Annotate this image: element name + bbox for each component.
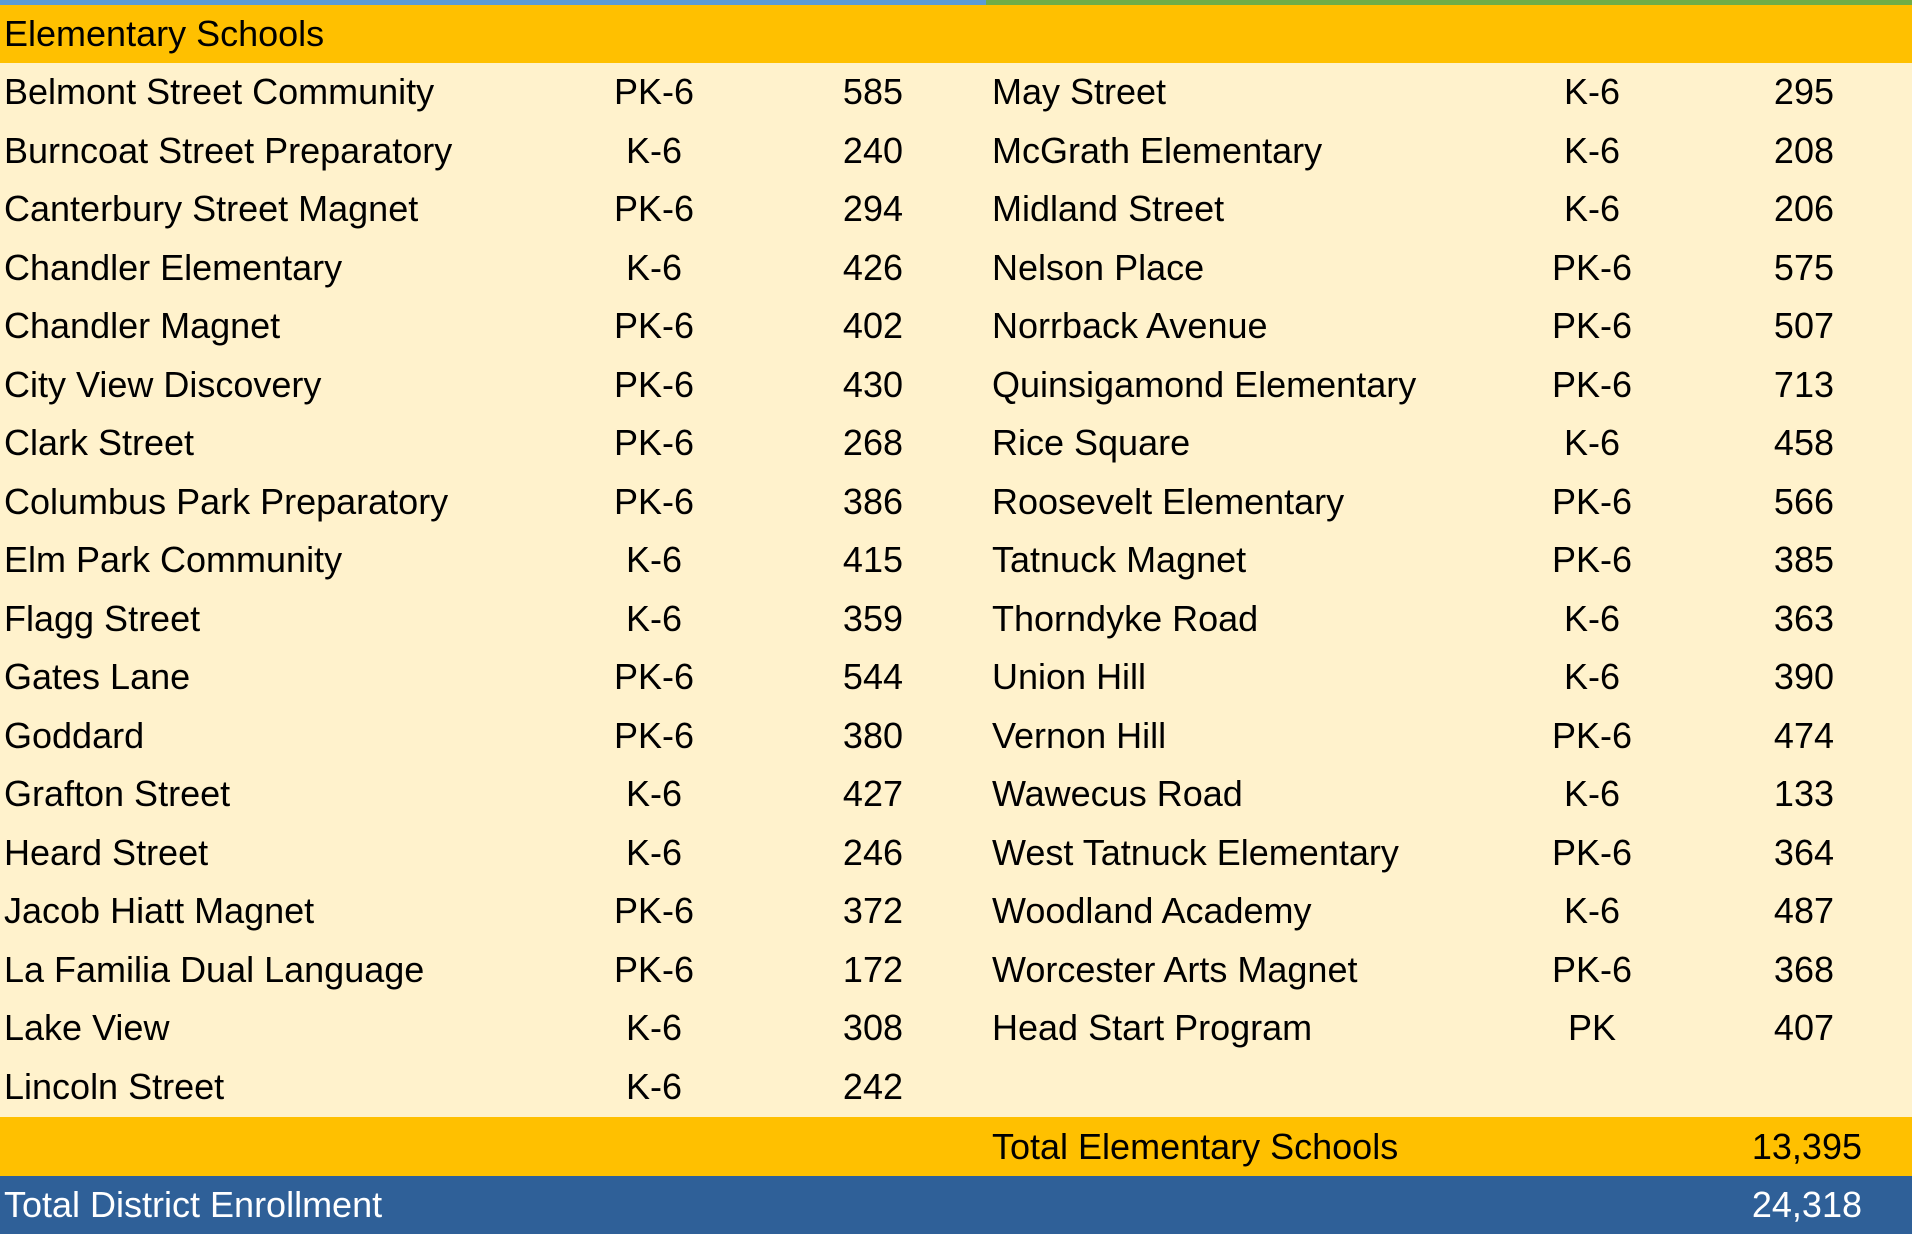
school-name: Belmont Street Community: [4, 71, 435, 112]
grade-span: PK-6: [1551, 363, 1633, 405]
grade-span: PK-6: [1551, 305, 1633, 346]
enrollment-count: 566: [1773, 480, 1834, 522]
table-row: [988, 531, 1912, 590]
school-name: Goddard: [4, 714, 145, 756]
enrollment-count: 206: [1773, 188, 1834, 229]
grade-span: PK-6: [1551, 480, 1633, 522]
grade-span: PK-6: [1551, 714, 1633, 756]
table-row: [0, 648, 986, 707]
enrollment-count: 380: [842, 714, 903, 756]
table-row: [0, 239, 986, 298]
enrollment-count: 386: [842, 480, 903, 522]
section-title: Elementary Schools: [4, 13, 325, 54]
grade-span: PK-6: [613, 890, 695, 931]
enrollment-count: 507: [1773, 305, 1834, 346]
enrollment-count: 585: [842, 71, 903, 112]
grade-span: PK-6: [613, 188, 695, 229]
school-name: Norrback Avenue: [992, 305, 1268, 346]
table-row: [0, 122, 986, 181]
school-name: Canterbury Street Magnet: [4, 188, 419, 229]
school-name: Lincoln Street: [4, 1065, 225, 1107]
enrollment-count: 133: [1773, 773, 1834, 814]
section-header: [0, 5, 1912, 63]
school-name: Chandler Elementary: [4, 246, 343, 288]
table-row: [988, 707, 1912, 766]
school-name: La Familia Dual Language: [4, 948, 425, 990]
grade-span: K-6: [1563, 890, 1621, 931]
table-row: [0, 356, 986, 415]
table-row: [0, 473, 986, 532]
school-name: Rice Square: [992, 422, 1191, 463]
enrollment-count: 458: [1773, 422, 1834, 463]
table-row: [0, 999, 986, 1058]
school-name: Chandler Magnet: [4, 305, 281, 346]
enrollment-count: 208: [1773, 129, 1834, 171]
enrollment-count: 368: [1773, 948, 1834, 990]
school-name: Tatnuck Magnet: [992, 539, 1247, 580]
total-elementary-value: 13,395: [1751, 1126, 1862, 1167]
table-row: [0, 63, 986, 122]
table-row: [0, 707, 986, 766]
table-row: [0, 765, 986, 824]
enrollment-count: 385: [1773, 539, 1834, 580]
grade-span: PK-6: [1551, 831, 1633, 873]
enrollment-count: 390: [1773, 656, 1834, 697]
grade-span: K-6: [625, 1007, 683, 1048]
school-name: Nelson Place: [992, 246, 1205, 288]
school-name: Elm Park Community: [4, 539, 343, 580]
school-name: Clark Street: [4, 422, 195, 463]
enrollment-count: 295: [1773, 71, 1834, 112]
table-row: [0, 590, 986, 649]
total-district-label: Total District Enrollment: [4, 1184, 383, 1225]
grade-span: PK-6: [613, 71, 695, 112]
enrollment-count: 713: [1773, 363, 1834, 405]
grade-span: K-6: [625, 246, 683, 288]
school-name: City View Discovery: [4, 363, 322, 405]
enrollment-count: 364: [1773, 831, 1834, 873]
total-district-value: 24,318: [1751, 1184, 1862, 1225]
school-name: Midland Street: [992, 188, 1225, 229]
grade-span: K-6: [625, 773, 683, 814]
table-row: [988, 414, 1912, 473]
table-row: [988, 356, 1912, 415]
school-name: Roosevelt Elementary: [992, 480, 1345, 522]
school-name: Union Hill: [992, 656, 1147, 697]
table-row: [988, 473, 1912, 532]
table-row: [988, 648, 1912, 707]
enrollment-count: 430: [842, 363, 903, 405]
enrollment-count: 487: [1773, 890, 1834, 931]
enrollment-count: 407: [1773, 1007, 1834, 1048]
enrollment-count: 359: [842, 597, 903, 639]
enrollment-count: 294: [842, 188, 903, 229]
enrollment-count: 268: [842, 422, 903, 463]
grade-span: K-6: [1563, 129, 1621, 171]
grade-span: PK-6: [1551, 246, 1633, 288]
school-name: Heard Street: [4, 831, 209, 873]
table-row: [0, 941, 986, 1000]
school-name: Columbus Park Preparatory: [4, 480, 449, 522]
school-name: Grafton Street: [4, 773, 231, 814]
grade-span: K-6: [625, 597, 683, 639]
grade-span: PK-6: [613, 363, 695, 405]
enrollment-count: 246: [842, 831, 903, 873]
school-name: Jacob Hiatt Magnet: [4, 890, 315, 931]
grade-span: K-6: [1563, 188, 1621, 229]
grade-span: PK: [1567, 1007, 1617, 1048]
table-row: [988, 882, 1912, 941]
table-row: [0, 531, 986, 590]
grade-span: PK-6: [613, 948, 695, 990]
school-name: Head Start Program: [992, 1007, 1313, 1048]
table-row: [0, 414, 986, 473]
school-name: Woodland Academy: [992, 890, 1312, 931]
school-name: Gates Lane: [4, 656, 191, 697]
grade-span: PK-6: [613, 656, 695, 697]
grade-span: K-6: [1563, 597, 1621, 639]
school-name: Lake View: [4, 1007, 170, 1048]
table-row: [988, 63, 1912, 122]
school-name: Wawecus Road: [992, 773, 1243, 814]
grade-span: K-6: [1563, 656, 1621, 697]
school-name: Worcester Arts Magnet: [992, 948, 1358, 990]
table-row: [988, 180, 1912, 239]
school-name: McGrath Elementary: [992, 129, 1323, 171]
grade-span: PK-6: [613, 714, 695, 756]
enrollment-count: 426: [842, 246, 903, 288]
enrollment-count: 172: [842, 948, 903, 990]
table-row: [988, 297, 1912, 356]
enrollment-count: 242: [842, 1065, 903, 1107]
grade-span: K-6: [1563, 71, 1621, 112]
table-row: [988, 824, 1912, 883]
grade-span: K-6: [625, 539, 683, 580]
table-row: [0, 882, 986, 941]
total-district-row: [0, 1176, 1912, 1234]
enrollment-count: 372: [842, 890, 903, 931]
grade-span: PK-6: [613, 480, 695, 522]
school-name: Vernon Hill: [992, 714, 1167, 756]
enrollment-count: 308: [842, 1007, 903, 1048]
table-row: [988, 122, 1912, 181]
table-row: [0, 824, 986, 883]
grade-span: K-6: [625, 129, 683, 171]
grade-span: K-6: [625, 831, 683, 873]
grade-span: PK-6: [1551, 948, 1633, 990]
enrollment-count: 575: [1773, 246, 1834, 288]
enrollment-count: 415: [842, 539, 903, 580]
school-list: [0, 63, 1912, 1117]
grade-span: PK-6: [1551, 539, 1633, 580]
grade-span: K-6: [625, 1065, 683, 1107]
enrollment-count: 427: [842, 773, 903, 814]
school-name: West Tatnuck Elementary: [992, 831, 1399, 873]
school-name: Burncoat Street Preparatory: [4, 129, 453, 171]
school-name: Quinsigamond Elementary: [992, 363, 1417, 405]
table-row: [988, 765, 1912, 824]
enrollment-count: 402: [842, 305, 903, 346]
table-row: [0, 1058, 986, 1117]
table-row: [988, 239, 1912, 298]
table-row: [988, 941, 1912, 1000]
enrollment-count: 544: [842, 656, 903, 697]
grade-span: PK-6: [613, 305, 695, 346]
enrollment-count: 363: [1773, 597, 1834, 639]
school-name: Flagg Street: [4, 597, 201, 639]
total-elementary-label: Total Elementary Schools: [992, 1126, 1399, 1167]
grade-span: K-6: [1563, 422, 1621, 463]
school-name: Thorndyke Road: [992, 597, 1259, 639]
grade-span: PK-6: [613, 422, 695, 463]
table-row: [988, 590, 1912, 649]
grade-span: K-6: [1563, 773, 1621, 814]
school-name: May Street: [992, 71, 1167, 112]
enrollment-count: 474: [1773, 714, 1834, 756]
table-row: [0, 180, 986, 239]
table-row: [0, 297, 986, 356]
total-elementary-row: [0, 1117, 1912, 1176]
enrollment-count: 240: [842, 129, 903, 171]
table-row: [988, 999, 1912, 1058]
